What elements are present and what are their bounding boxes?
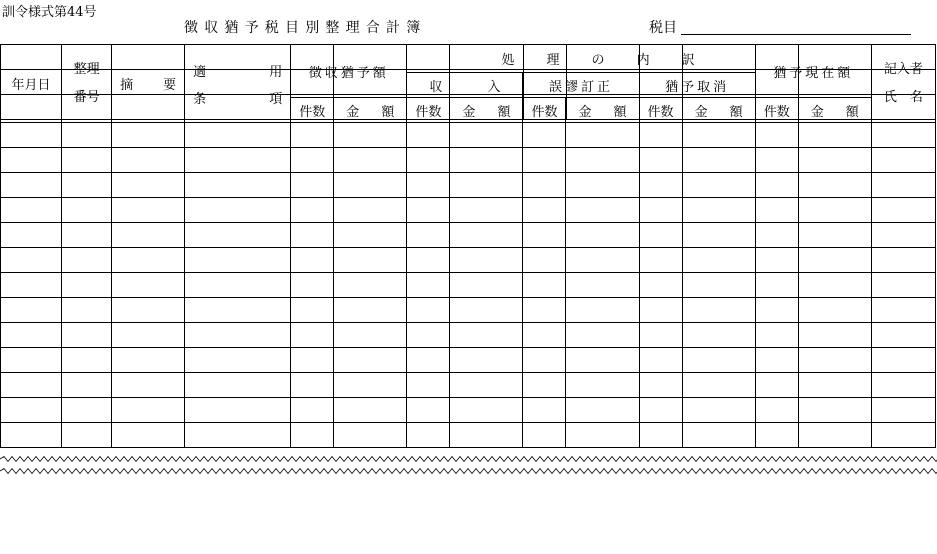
table-cell[interactable] (871, 298, 935, 323)
table-cell[interactable] (1, 148, 62, 173)
table-cell[interactable] (185, 373, 291, 398)
table-cell[interactable] (450, 173, 523, 198)
table-cell[interactable] (798, 95, 871, 120)
header-amount: 金 額 (566, 98, 639, 123)
table-cell[interactable] (755, 298, 798, 323)
table-cell[interactable] (291, 348, 334, 373)
table-cell[interactable] (334, 223, 407, 248)
table-cell[interactable] (450, 95, 523, 120)
tax-item-label: 税目 (649, 20, 677, 36)
table-cell[interactable] (871, 223, 935, 248)
table-cell[interactable] (523, 148, 566, 173)
header-amount: 金 額 (334, 98, 407, 123)
table-row (1, 298, 936, 323)
table-cell[interactable] (62, 70, 112, 95)
table-cell[interactable] (450, 373, 523, 398)
table-cell[interactable] (682, 123, 755, 148)
table-row (1, 323, 936, 348)
table-cell[interactable] (755, 70, 798, 95)
table-cell[interactable] (523, 423, 566, 448)
table-cell[interactable] (62, 273, 112, 298)
header-amount: 金 額 (450, 98, 523, 123)
table-cell[interactable] (185, 248, 291, 273)
table-cell[interactable] (682, 423, 755, 448)
page-title: 徴収猶予税目別整理合計簿 (184, 20, 427, 36)
table-cell[interactable] (1, 123, 62, 148)
table-cell[interactable] (523, 298, 566, 323)
table-cell[interactable] (639, 95, 682, 120)
table-cell[interactable] (871, 95, 935, 120)
table-cell[interactable] (112, 148, 185, 173)
header-amount: 金 額 (682, 98, 755, 123)
table-cell[interactable] (62, 323, 112, 348)
table-cell[interactable] (566, 398, 639, 423)
table-cell[interactable] (639, 423, 682, 448)
header-tekiyou: 摘 要 (112, 45, 185, 123)
table-cell[interactable] (112, 373, 185, 398)
table-cell[interactable] (682, 223, 755, 248)
table-cell[interactable] (755, 348, 798, 373)
table-cell[interactable] (291, 70, 334, 95)
table-cell[interactable] (798, 198, 871, 223)
header-count: 件数 (523, 98, 566, 123)
table-cell[interactable] (798, 348, 871, 373)
table-cell[interactable] (755, 148, 798, 173)
table-cell[interactable] (682, 148, 755, 173)
table-cell[interactable] (407, 348, 450, 373)
header-amount: 金 額 (798, 98, 871, 123)
table-cell[interactable] (871, 70, 935, 95)
table-cell[interactable] (798, 248, 871, 273)
table-cell[interactable] (450, 148, 523, 173)
table-cell[interactable] (871, 348, 935, 373)
table-cell[interactable] (523, 398, 566, 423)
table-cell[interactable] (450, 45, 523, 70)
table-cell[interactable] (682, 95, 755, 120)
table-cell[interactable] (871, 173, 935, 198)
table-cell[interactable] (1, 70, 62, 95)
table-cell[interactable] (1, 273, 62, 298)
table-cell[interactable] (112, 45, 185, 70)
table-cell[interactable] (62, 373, 112, 398)
table-cell[interactable] (62, 223, 112, 248)
table-cell[interactable] (1, 45, 62, 70)
table-cell[interactable] (112, 248, 185, 273)
table-cell[interactable] (798, 123, 871, 148)
header-tekiyou-joukou: 適 用 条 項 (185, 45, 291, 123)
table-cell[interactable] (185, 348, 291, 373)
table-cell[interactable] (291, 298, 334, 323)
table-row (1, 173, 936, 198)
table-cell[interactable] (1, 423, 62, 448)
table-row (1, 248, 936, 273)
table-cell[interactable] (523, 173, 566, 198)
header-seiri: 整理 (73, 61, 100, 77)
table-cell[interactable] (62, 398, 112, 423)
table-cell[interactable] (682, 398, 755, 423)
table-cell[interactable] (112, 423, 185, 448)
table-cell[interactable] (523, 373, 566, 398)
table-cell[interactable] (639, 323, 682, 348)
table-cell[interactable] (334, 70, 407, 95)
table-cell[interactable] (407, 70, 450, 95)
table-cell[interactable] (185, 398, 291, 423)
table-cell[interactable] (755, 323, 798, 348)
table-cell[interactable] (407, 423, 450, 448)
table-cell[interactable] (798, 398, 871, 423)
table-cell[interactable] (112, 173, 185, 198)
table-row (1, 273, 936, 298)
table-cell[interactable] (566, 373, 639, 398)
table-cell[interactable] (682, 273, 755, 298)
table-cell[interactable] (185, 323, 291, 348)
table-cell[interactable] (407, 198, 450, 223)
table-cell[interactable] (185, 45, 291, 70)
table-cell[interactable] (798, 298, 871, 323)
table-cell[interactable] (185, 298, 291, 323)
table-cell[interactable] (291, 173, 334, 198)
table-cell[interactable] (450, 70, 523, 95)
table-cell[interactable] (185, 148, 291, 173)
table-cell[interactable] (566, 323, 639, 348)
table-cell[interactable] (291, 248, 334, 273)
table-cell[interactable] (523, 248, 566, 273)
table-cell[interactable] (755, 173, 798, 198)
table-cell[interactable] (566, 348, 639, 373)
table-cell[interactable] (407, 248, 450, 273)
page-break (0, 453, 937, 479)
table-cell[interactable] (291, 223, 334, 248)
table-row (1, 223, 936, 248)
table-cell[interactable] (566, 123, 639, 148)
table-cell[interactable] (450, 298, 523, 323)
table-cell[interactable] (450, 123, 523, 148)
table-cell[interactable] (798, 45, 871, 70)
table-cell[interactable] (112, 198, 185, 223)
table-cell[interactable] (755, 373, 798, 398)
table-cell[interactable] (1, 398, 62, 423)
table-cell[interactable] (523, 95, 566, 120)
table-cell[interactable] (407, 95, 450, 120)
header-suspension-amount: 徴収猶予額 (291, 45, 407, 98)
table-cell[interactable] (334, 398, 407, 423)
table-cell[interactable] (1, 248, 62, 273)
table-cell[interactable] (639, 173, 682, 198)
header-cancellation: 猶予取消 (639, 73, 755, 98)
table-cell[interactable] (798, 273, 871, 298)
table-cell[interactable] (291, 148, 334, 173)
table-cell[interactable] (1, 348, 62, 373)
table-cell[interactable] (682, 173, 755, 198)
table-cell[interactable] (450, 423, 523, 448)
table-cell[interactable] (682, 70, 755, 95)
table-row (1, 198, 936, 223)
table-cell[interactable] (291, 45, 334, 70)
table-cell[interactable] (291, 198, 334, 223)
table-cell[interactable] (334, 348, 407, 373)
table-cell[interactable] (1, 198, 62, 223)
table-cell[interactable] (871, 373, 935, 398)
table-cell[interactable] (566, 45, 639, 70)
table-cell[interactable] (798, 223, 871, 248)
table-cell[interactable] (291, 373, 334, 398)
table-cell[interactable] (639, 248, 682, 273)
table-cell[interactable] (112, 323, 185, 348)
table-cell[interactable] (185, 223, 291, 248)
table-cell[interactable] (755, 123, 798, 148)
table-cell[interactable] (334, 148, 407, 173)
table-cell[interactable] (682, 248, 755, 273)
header-current-balance: 猶予現在額 (755, 45, 871, 98)
table-cell[interactable] (450, 198, 523, 223)
table-cell[interactable] (1, 173, 62, 198)
table-cell[interactable] (798, 423, 871, 448)
header-count: 件数 (291, 98, 334, 123)
table-cell[interactable] (1, 323, 62, 348)
table-cell[interactable] (871, 45, 935, 70)
table-cell[interactable] (334, 423, 407, 448)
tax-item-field[interactable] (681, 34, 911, 35)
table-cell[interactable] (334, 123, 407, 148)
table-cell[interactable] (639, 373, 682, 398)
table-cell[interactable] (1, 373, 62, 398)
table-cell[interactable] (62, 248, 112, 273)
table-cell[interactable] (523, 223, 566, 248)
table-cell[interactable] (291, 123, 334, 148)
table-cell[interactable] (334, 173, 407, 198)
table-cell[interactable] (798, 373, 871, 398)
table-cell[interactable] (185, 95, 291, 120)
table-cell[interactable] (755, 273, 798, 298)
table-cell[interactable] (407, 398, 450, 423)
table-cell[interactable] (112, 123, 185, 148)
table-cell[interactable] (566, 70, 639, 95)
table-cell[interactable] (334, 45, 407, 70)
table-cell[interactable] (566, 173, 639, 198)
table-cell[interactable] (523, 123, 566, 148)
table-row (1, 95, 936, 120)
table-row (1, 70, 936, 95)
table-cell[interactable] (755, 398, 798, 423)
table-cell[interactable] (450, 273, 523, 298)
table-cell[interactable] (639, 198, 682, 223)
table-cell[interactable] (62, 123, 112, 148)
table-cell[interactable] (334, 323, 407, 348)
table-cell[interactable] (450, 248, 523, 273)
table-cell[interactable] (639, 123, 682, 148)
table-row (1, 423, 936, 448)
table-cell[interactable] (450, 398, 523, 423)
ledger-table-bottom (0, 44, 936, 120)
table-cell[interactable] (755, 223, 798, 248)
table-cell[interactable] (185, 423, 291, 448)
table-cell[interactable] (566, 223, 639, 248)
header-date: 年月日 (1, 45, 62, 123)
table-cell[interactable] (291, 323, 334, 348)
table-cell[interactable] (871, 398, 935, 423)
table-cell[interactable] (112, 298, 185, 323)
table-cell[interactable] (450, 223, 523, 248)
table-cell[interactable] (291, 423, 334, 448)
table-cell[interactable] (871, 148, 935, 173)
table-row (1, 373, 936, 398)
table-cell[interactable] (112, 70, 185, 95)
table-cell[interactable] (291, 95, 334, 120)
table-cell[interactable] (639, 298, 682, 323)
table-cell[interactable] (798, 323, 871, 348)
table-cell[interactable] (871, 123, 935, 148)
table-cell[interactable] (185, 173, 291, 198)
table-cell[interactable] (62, 423, 112, 448)
table-cell[interactable] (639, 348, 682, 373)
table-cell[interactable] (112, 348, 185, 373)
table-cell[interactable] (682, 348, 755, 373)
table-cell[interactable] (639, 398, 682, 423)
table-cell[interactable] (62, 95, 112, 120)
table-cell[interactable] (62, 348, 112, 373)
header-income: 収 入 (407, 73, 523, 98)
table-cell[interactable] (639, 70, 682, 95)
table-cell[interactable] (523, 198, 566, 223)
table-cell[interactable] (450, 348, 523, 373)
table-cell[interactable] (407, 123, 450, 148)
table-cell[interactable] (755, 423, 798, 448)
table-cell[interactable] (407, 45, 450, 70)
table-cell[interactable] (407, 323, 450, 348)
table-row (1, 148, 936, 173)
table-cell[interactable] (185, 123, 291, 148)
table-cell[interactable] (639, 223, 682, 248)
table-cell[interactable] (334, 273, 407, 298)
table-row (1, 398, 936, 423)
table-cell[interactable] (407, 148, 450, 173)
table-cell[interactable] (871, 423, 935, 448)
table-cell[interactable] (1, 223, 62, 248)
table-cell[interactable] (566, 248, 639, 273)
table-row (1, 45, 936, 70)
table-cell[interactable] (112, 273, 185, 298)
table-cell[interactable] (871, 323, 935, 348)
table-cell[interactable] (112, 95, 185, 120)
table-cell[interactable] (185, 70, 291, 95)
table-cell[interactable] (682, 323, 755, 348)
header-count: 件数 (639, 98, 682, 123)
table-cell[interactable] (523, 273, 566, 298)
table-cell[interactable] (798, 148, 871, 173)
table-cell[interactable] (450, 323, 523, 348)
table-cell[interactable] (407, 273, 450, 298)
table-cell[interactable] (523, 348, 566, 373)
table-cell[interactable] (62, 298, 112, 323)
table-cell[interactable] (185, 273, 291, 298)
header-recorder: 記入者 氏 名 (871, 45, 935, 123)
table-cell[interactable] (523, 45, 566, 70)
table-cell[interactable] (871, 248, 935, 273)
header-breakdown: 処 理 の 内 訳 (407, 45, 755, 73)
table-cell[interactable] (334, 298, 407, 323)
table-cell[interactable] (407, 223, 450, 248)
table-cell[interactable] (334, 95, 407, 120)
table-cell[interactable] (291, 273, 334, 298)
table-cell[interactable] (1, 95, 62, 120)
table-cell[interactable] (755, 95, 798, 120)
table-cell[interactable] (566, 148, 639, 173)
table-cell[interactable] (62, 148, 112, 173)
header-bangou: 番号 (73, 89, 100, 105)
header-correction: 誤謬訂正 (523, 73, 639, 98)
table-cell[interactable] (334, 248, 407, 273)
table-cell[interactable] (407, 173, 450, 198)
header-count: 件数 (407, 98, 450, 123)
table-cell[interactable] (112, 223, 185, 248)
table-cell[interactable] (639, 148, 682, 173)
table-cell[interactable] (523, 70, 566, 95)
table-cell[interactable] (566, 198, 639, 223)
table-cell[interactable] (798, 173, 871, 198)
table-cell[interactable] (755, 198, 798, 223)
table-cell[interactable] (566, 273, 639, 298)
table-cell[interactable] (62, 198, 112, 223)
table-row (1, 123, 936, 148)
table-cell[interactable] (334, 198, 407, 223)
table-cell[interactable] (566, 95, 639, 120)
table-cell[interactable] (566, 298, 639, 323)
table-cell[interactable] (639, 273, 682, 298)
table-cell[interactable] (291, 398, 334, 423)
table-cell[interactable] (1, 298, 62, 323)
table-cell[interactable] (566, 423, 639, 448)
table-cell[interactable] (62, 173, 112, 198)
form-number: 訓令様式第44号 (2, 5, 97, 20)
table-cell[interactable] (407, 373, 450, 398)
table-cell[interactable] (682, 198, 755, 223)
table-cell[interactable] (755, 248, 798, 273)
table-row (1, 348, 936, 373)
table-cell[interactable] (755, 45, 798, 70)
table-cell[interactable] (798, 70, 871, 95)
table-cell[interactable] (682, 45, 755, 70)
table-cell[interactable] (62, 45, 112, 70)
table-cell[interactable] (523, 323, 566, 348)
table-cell[interactable] (682, 298, 755, 323)
table-cell[interactable] (639, 45, 682, 70)
header-count: 件数 (755, 98, 798, 123)
table-cell[interactable] (185, 198, 291, 223)
table-cell[interactable] (871, 198, 935, 223)
table-cell[interactable] (407, 298, 450, 323)
table-cell[interactable] (871, 273, 935, 298)
table-cell[interactable] (682, 373, 755, 398)
table-cell[interactable] (334, 373, 407, 398)
table-cell[interactable] (112, 398, 185, 423)
